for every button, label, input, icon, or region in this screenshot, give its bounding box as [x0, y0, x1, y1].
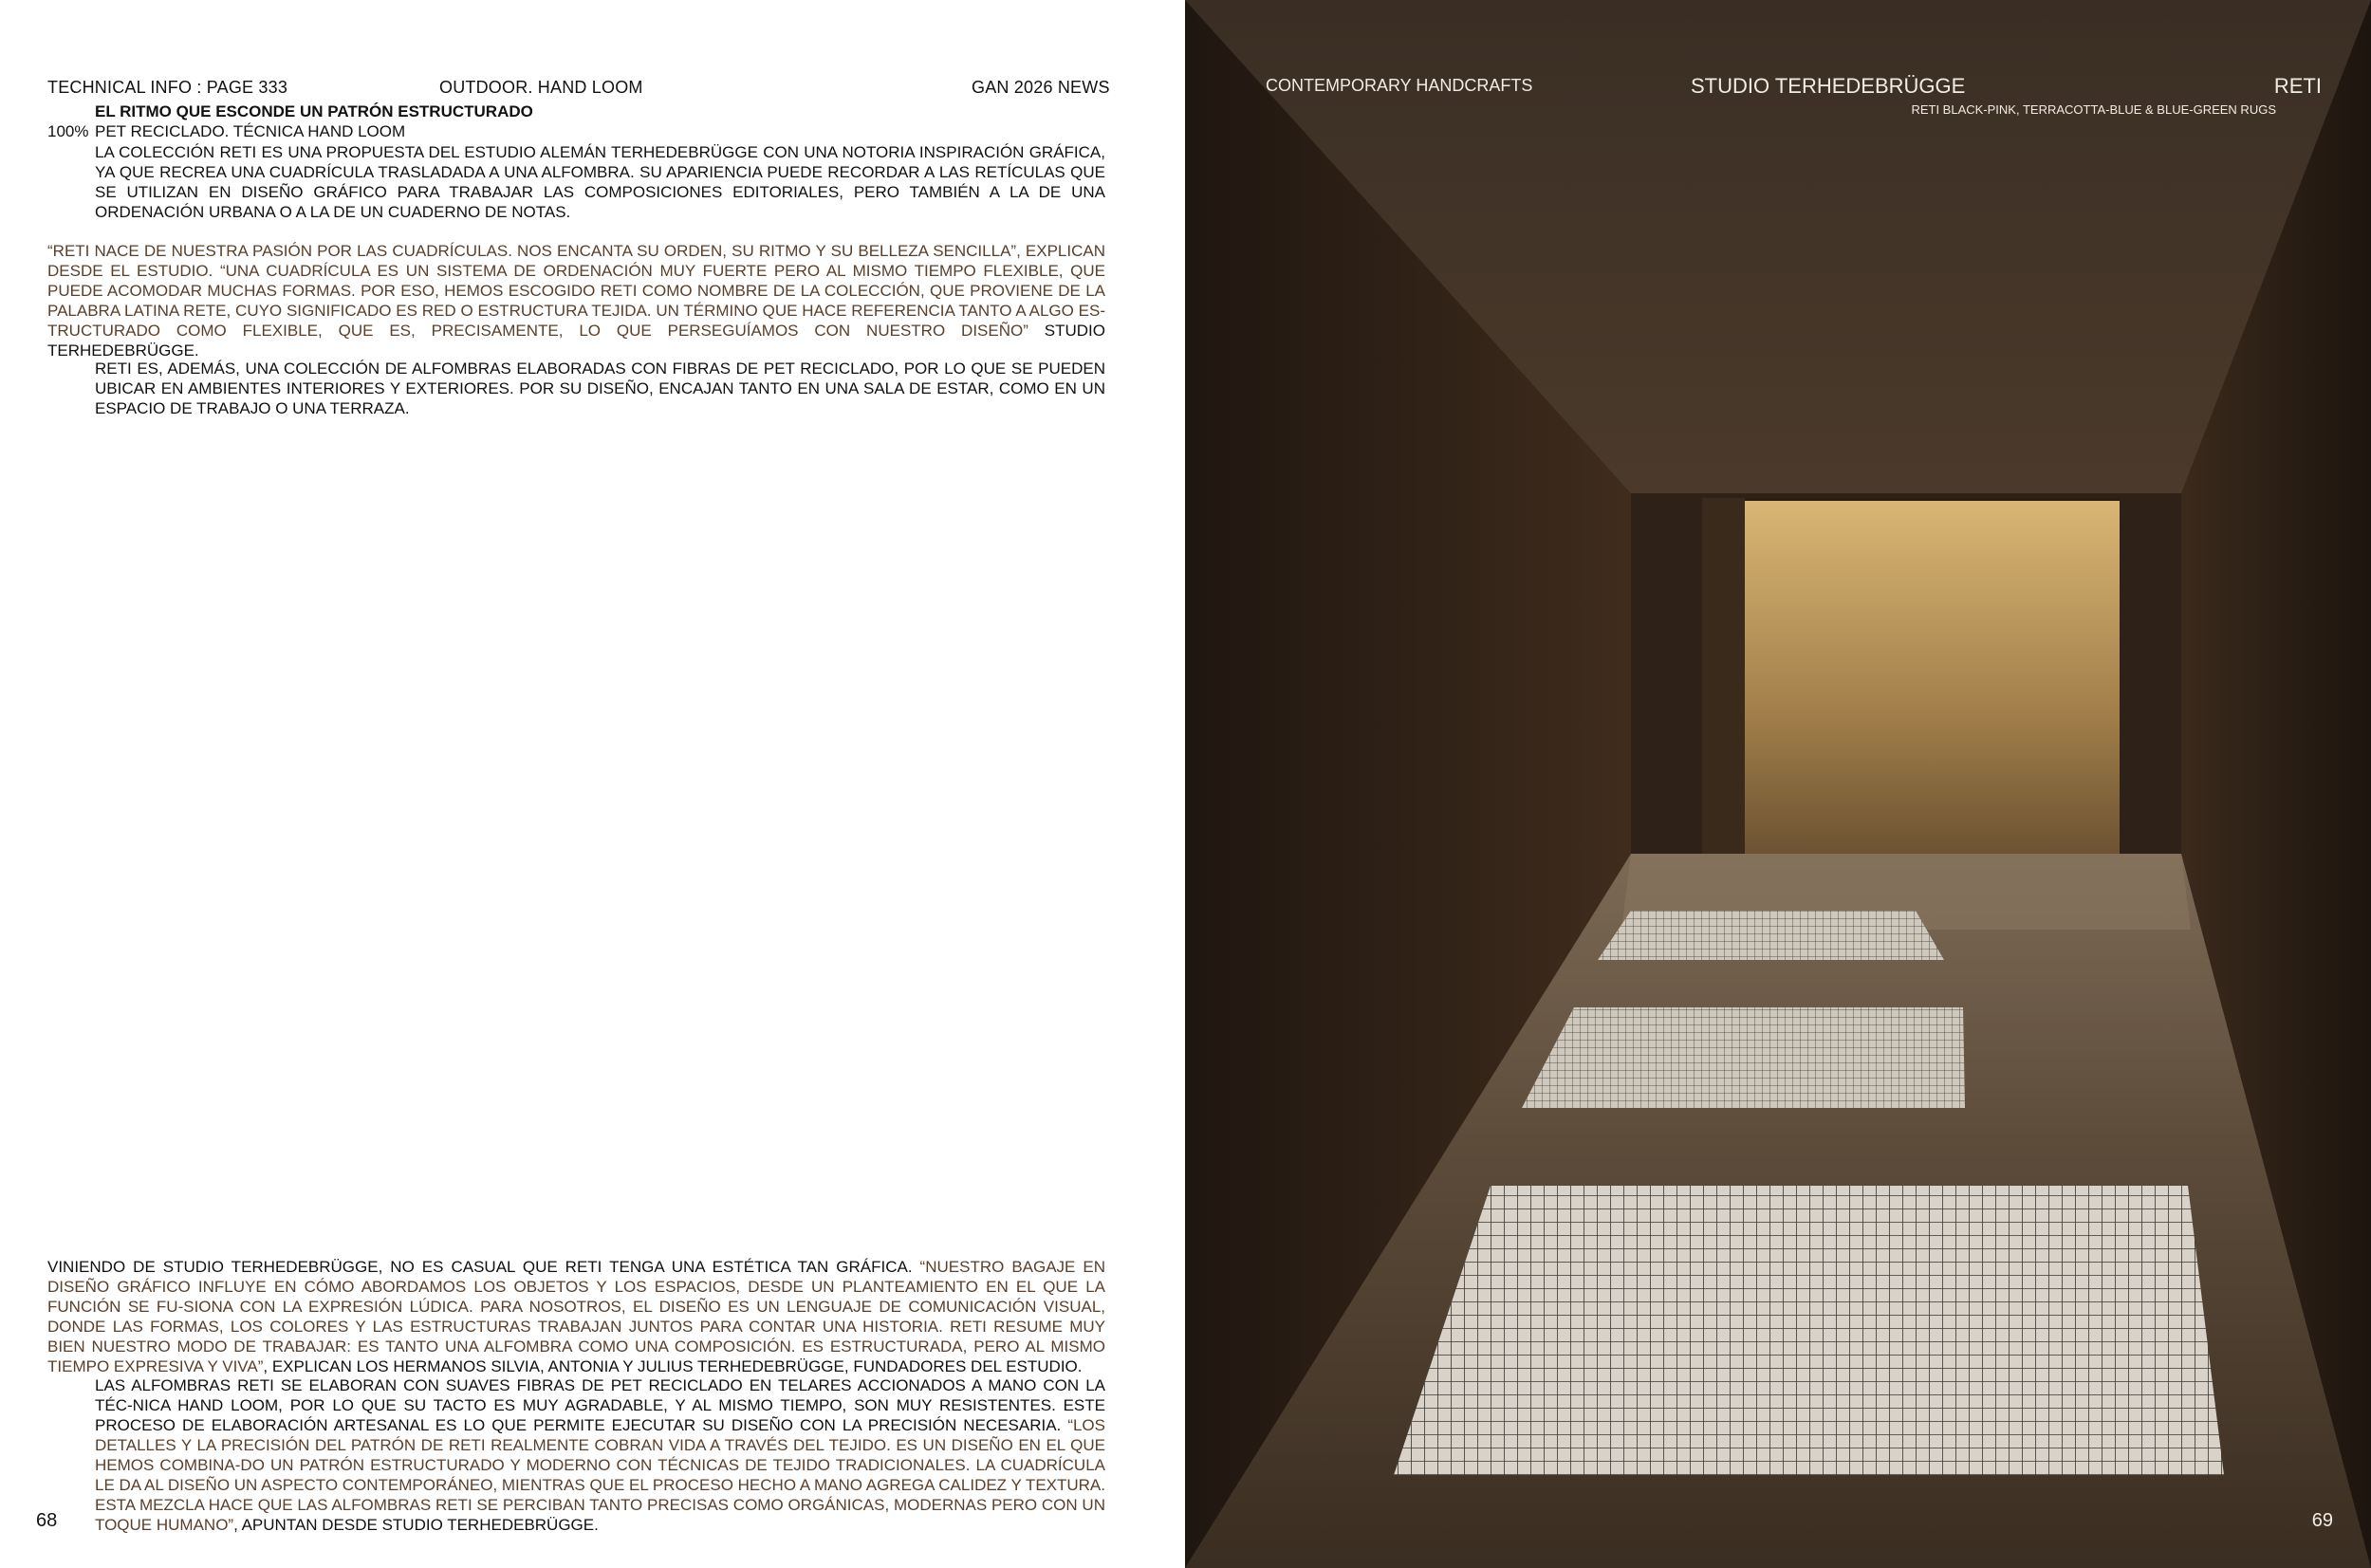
corridor-photo: [1185, 0, 2371, 1568]
section-label: CONTEMPORARY HANDCRAFTS: [1266, 76, 1533, 95]
brand-label: STUDIO TERHEDEBRÜGGE: [1691, 74, 1966, 98]
paragraph-3-lead: VINIENDO DE STUDIO TERHEDEBRÜGGE, NO ES CASUAL QUE RETI TENGA UNA ESTÉTICA TAN GRÁFICA.: [47, 1258, 920, 1276]
spec-prefix: 100%: [47, 122, 89, 140]
quote-paragraph-1: [47, 241, 1105, 360]
right-page-photo: [1185, 0, 2371, 1568]
light-opening: [1745, 501, 2120, 854]
spec-text: PET RECICLADO. TÉCNICA HAND LOOM: [95, 122, 406, 140]
rug-middle: [1522, 1007, 1965, 1108]
article-title: EL RITMO QUE ESCONDE UN PATRÓN ESTRUCTURADO: [95, 102, 533, 120]
technical-info-header: TECHNICAL INFO : PAGE 333: [47, 78, 288, 97]
intro-paragraph: LA COLECCIÓN RETI ES UNA PROPUESTA DEL ESTUDIO ALEMÁN TERHEDEBRÜGGE CON UNA NOTORIA INSPIRACIÓN GRÁFICA, YA QUE RECREA UNA CUADRÍCULA TRASLADADA A UNA ALFOMBRA. SU APARIENCIA PUEDE RECORDAR A LAS RETÍCULAS QUE SE UTILIZAN EN DISEÑO GRÁFICO PARA TRABAJAR LAS COMPOSICIONES EDITORIALES, PERO TAMBIÉN A LA DE UNA ORDENACIÓN URBANA O A LA DE UN CUADERNO DE NOTAS.: [95, 143, 1105, 221]
collection-label: RETI: [2273, 74, 2322, 98]
paragraph-3-tail: , EXPLICAN LOS HERMANOS SILVIA, ANTONIA Y JULIUS TERHEDEBRÜGGE, FUNDADORES DEL ESTUDIO.: [263, 1357, 1083, 1375]
quote-1-attribution: STUDIO TERHEDEBRÜGGE.: [47, 322, 1106, 360]
paragraph-3-quote: “NUESTRO BAGAJE EN DISEÑO GRÁFICO INFLUYE EN CÓMO ABORDAMOS LOS OBJETOS Y LOS ESPACIOS, DESDE UN PLANTEAMIENTO EN EL QUE LA FUNCIÓN SE FU-SIONA CON LA EXPRESIÓN LÚDICA. PARA NOSOTROS, EL DISEÑO ES UN LENGUAJE DE COMUNICACIÓN VISUAL, DONDE LAS FORMAS, LOS COLORES Y LAS ESTRUCTURAS TRABAJAN JUNTOS PARA CONTAR UNA HISTORIA. RETI RESUME MUY BIEN NUESTRO MODO DE TRABAJAR: ES TANTO UNA ALFOMBRA COMO UNA COMPOSICIÓN. ES ESTRUCTURADA, PERO AL MISMO TIEMPO EXPRESIVA Y VIVA”: [47, 1258, 1106, 1375]
rug-far: [1598, 911, 1944, 960]
category-header: OUTDOOR. HAND LOOM: [439, 78, 643, 97]
opening-side: [1702, 498, 1745, 854]
rug-near: [1394, 1186, 2224, 1475]
quote-1: “RETI NACE DE NUESTRA PASIÓN POR LAS CUADRÍCULAS. NOS ENCANTA SU ORDEN, SU RITMO Y SU BELLEZA SENCILLA”, EXPLICAN DESDE EL ESTUDIO. “UNA CUADRÍCULA ES UN SISTEMA DE ORDENACIÓN MUY FUERTE PERO AL MISMO TIEMPO FLEXIBLE, QUE PUEDE ACOMODAR MUCHAS FORMAS. POR ESO, HEMOS ESCOGIDO RETI COMO NOMBRE DE LA COLECCIÓN, QUE PROVIENE DE LA PALABRA LATINA RETE, CUYO SIGNIFICADO ES RED O ESTRUCTURA TEJIDA. UN TÉRMINO QUE HACE REFERENCIA TANTO A ALGO ES-TRUCTURADO COMO FLEXIBLE, QUE ES, PRECISAMENTE, LO QUE PERSEGUÍAMOS CON NUESTRO DISEÑO”: [47, 242, 1105, 340]
paragraph-4-lead: LAS ALFOMBRAS RETI SE ELABORAN CON SUAVES FIBRAS DE PET RECICLADO EN TELARES ACCIONADOS A MANO CON LA TÉC-NICA HAND LOOM, POR LO QUE SU TACTO ES MUY AGRADABLE, Y AL MISMO TIEMPO, SON MUY RESISTENTES. ESTE PROCESO DE ELABORACIÓN ARTESANAL ES LO QUE PERMITE EJECUTAR SU DISEÑO CON LA PRECISIÓN NECESARIA.: [95, 1376, 1105, 1434]
left-page: [0, 0, 1185, 1568]
issue-header: GAN 2026 NEWS: [972, 78, 1110, 97]
paragraph-4-quote: “LOS DETALLES Y LA PRECISIÓN DEL PATRÓN DE RETI REALMENTE COBRAN VIDA A TRAVÉS DEL TEJIDO. ES UN DISEÑO EN EL QUE HEMOS COMBINA-DO UN PATRÓN ESTRUCTURADO Y MODERNO CON TÉCNICAS DE TEJIDO TRADICIONALES. LA CUADRÍCULA LE DA AL DISEÑO UN ASPECTO CONTEMPORÁNEO, MIENTRAS QUE EL PROCESO HECHO A MANO AGREGA CALIDEZ Y TEXTURA. ESTA MEZCLA HACE QUE LAS ALFOMBRAS RETI SE PERCIBAN TANTO PRECISAS COMO ORGÁNICAS, MODERNAS PERO CON UN TOQUE HUMANO”: [95, 1416, 1105, 1534]
photo-caption: RETI BLACK-PINK, TERRACOTTA-BLUE & BLUE-GREEN RUGS: [1911, 102, 2276, 117]
paragraph-2: RETI ES, ADEMÁS, UNA COLECCIÓN DE ALFOMBRAS ELABORADAS CON FIBRAS DE PET RECICLADO, POR LO QUE SE PUEDEN UBICAR EN AMBIENTES INTERIORES Y EXTERIORES. POR SU DISEÑO, ENCAJAN TANTO EN UNA SALA DE ESTAR, COMO EN UN ESPACIO DE TRABAJO O UNA TERRAZA.: [95, 360, 1105, 417]
paragraph-4-tail: , APUNTAN DESDE STUDIO TERHEDEBRÜGGE.: [233, 1516, 599, 1534]
page-number-left: 68: [36, 1510, 58, 1531]
paragraph-4: [95, 1375, 1105, 1535]
page-number-right: 69: [2311, 1510, 2333, 1531]
paragraph-3: [47, 1257, 1105, 1376]
